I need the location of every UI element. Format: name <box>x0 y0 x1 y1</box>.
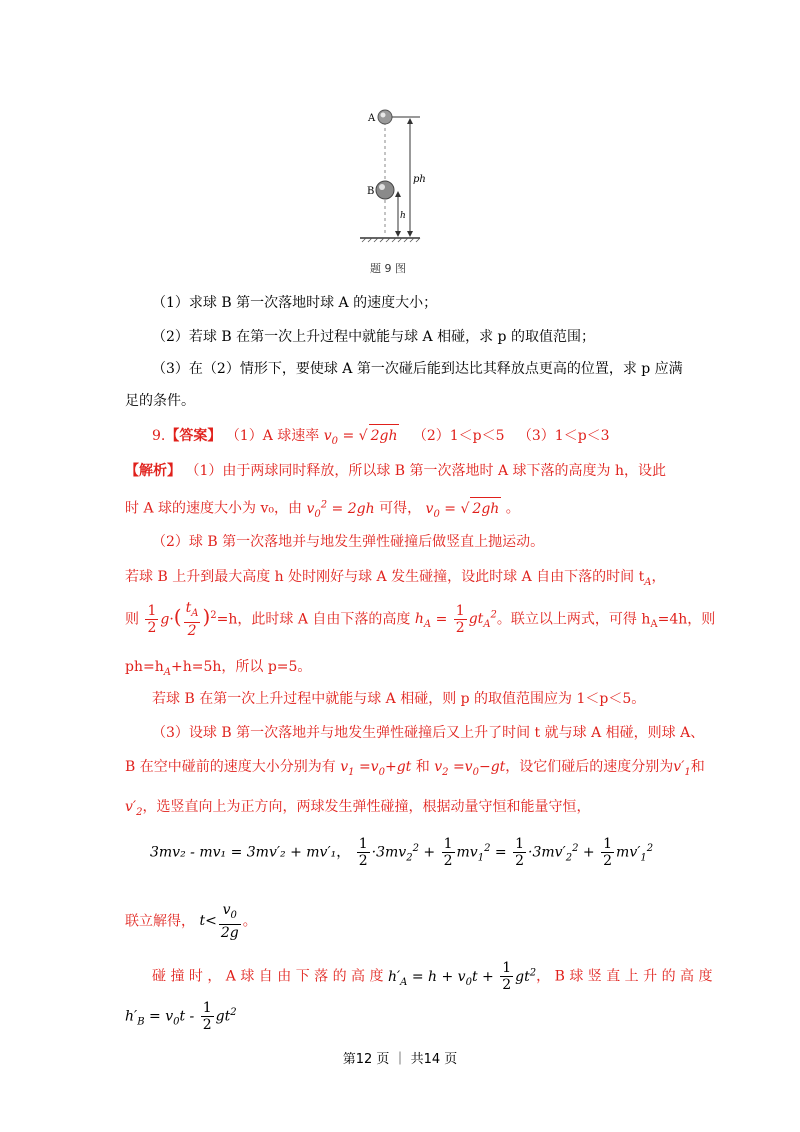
hb-formula: $h'_B = v_0t$ - $\frac{1}{2}$ $gt^2$ <box>125 1000 237 1033</box>
physics-figure <box>340 100 460 280</box>
analysis-p5-line3: $v'_2$，选竖直向上为正方向，两球发生弹性碰撞，根据动量守恒和能量守恒， <box>125 799 591 818</box>
analysis-p1-line2: 时 A 球的速度大小为 v₀，由 $v_0^2 = 2gh$ 可得， $v_0$ = √ 2gh 。 <box>125 494 520 525</box>
formula-v0-squared: $v_0^2 = 2gh$ <box>306 499 375 520</box>
label-h: h <box>400 211 406 221</box>
analysis-p4: 若球 B 在第一次上升过程中就能与球 A 相碰，则 p 的取值范围应为 1＜p＜5。 <box>152 691 646 707</box>
ball-a <box>378 110 392 124</box>
ball-a-highlight <box>381 113 386 118</box>
analysis-p3-line2: 则 $\frac{1}{2}$ g·( $\frac{t_A}{2}$ )$^2$=h，此时球 A 自由下落的高度 $h_A$ = $\frac{1}{2}$ $gt_A^2$。联立以上两式，可得 $h_A=4h$，则 <box>125 600 716 639</box>
analysis-tag: 【解析】 <box>125 463 181 479</box>
equations-line: 3mv₂ - mv₁ = 3mv′₂ + mv′₁， $\frac{1}{2}$ $\cdot 3mv_2^2$ + $\frac{1}{2}$ $mv_1^2$ = $\frac{1}{2}$ $\cdot 3mv'_2^2$ + $\frac{1}{2}$ $mv'_1^2$ <box>150 836 654 869</box>
answer-line <box>152 424 610 453</box>
answer-tag: 【答案】 <box>165 428 222 444</box>
momentum-equation: 3mv₂ - mv₁ = 3mv′₂ + mv′₁ <box>150 844 337 861</box>
solve-line: 联立解得， t< $\frac{v_0}{2g}$ 。 <box>125 902 257 941</box>
analysis-p5-line2: B 在空中碰前的速度大小分别为有 $v_1 =v_0+gt$ 和 $v_2 =v_0-gt$，设它们碰后的速度分别为$v'_1$和 <box>125 759 705 778</box>
page-footer: 第12 页 ｜ 共14 页 <box>342 1052 458 1067</box>
answer-part1: （1）A 球速率 <box>225 428 320 444</box>
formula-v0-sqrt: $v_0$ = √ 2gh <box>426 501 502 517</box>
question-3-line2: 足的条件。 <box>125 393 195 409</box>
analysis-p3-line1: 若球 B 上升到最大高度 h 处时刚好与球 A 发生碰撞，设此时球 A 自由下落的时间 $t_A$， <box>125 569 666 588</box>
question-2: （2）若球 B 在第一次上升过程中就能与球 A 相碰，求 p 的取值范围； <box>152 329 595 345</box>
answer-number: 9. <box>152 428 166 444</box>
question-3-line1: （3）在（2）情形下，要使球 A 第一次碰后能到达比其释放点更高的位置，求 p 应满 <box>152 361 683 377</box>
analysis-p5-line1: （3）设球 B 第一次落地并与地发生弹性碰撞后又上升了时间 t 就与球 A 相碰，则球 A、 <box>152 725 705 741</box>
figure-caption: 题 9 图 <box>370 262 406 275</box>
ball-b-highlight <box>379 184 385 190</box>
analysis-p2: （2）球 B 第一次落地并与地发生弹性碰撞后做竖直上抛运动。 <box>152 534 545 550</box>
analysis-p1-line1: 【解析】 （1）由于两球同时释放，所以球 B 第一次落地时 A 球下落的高度为 h，设此 <box>125 463 667 479</box>
answer-part3: （3）1＜p＜3 <box>517 428 610 444</box>
answer-v0-formula: $v_0$ = √ 2gh <box>324 428 400 444</box>
collide-line: 碰 撞 时 ， A 球 自 由 下 落 的 高 度 $h'_A = h + v_0t$ + $\frac{1}{2}$ $gt^2$， B 球 竖 直 上 升 的 高 度 <box>152 960 713 993</box>
analysis-p3-line3: $ph=h_A+h=5h$，所以 p=5。 <box>125 659 312 678</box>
label-a: A <box>368 113 376 124</box>
label-ph: ph <box>413 174 426 185</box>
label-b: B <box>367 186 375 197</box>
question-1: （1）求球 B 第一次落地时球 A 的速度大小； <box>152 295 438 311</box>
ball-b <box>376 181 394 199</box>
answer-part2: （2）1＜p＜5 <box>412 428 505 444</box>
